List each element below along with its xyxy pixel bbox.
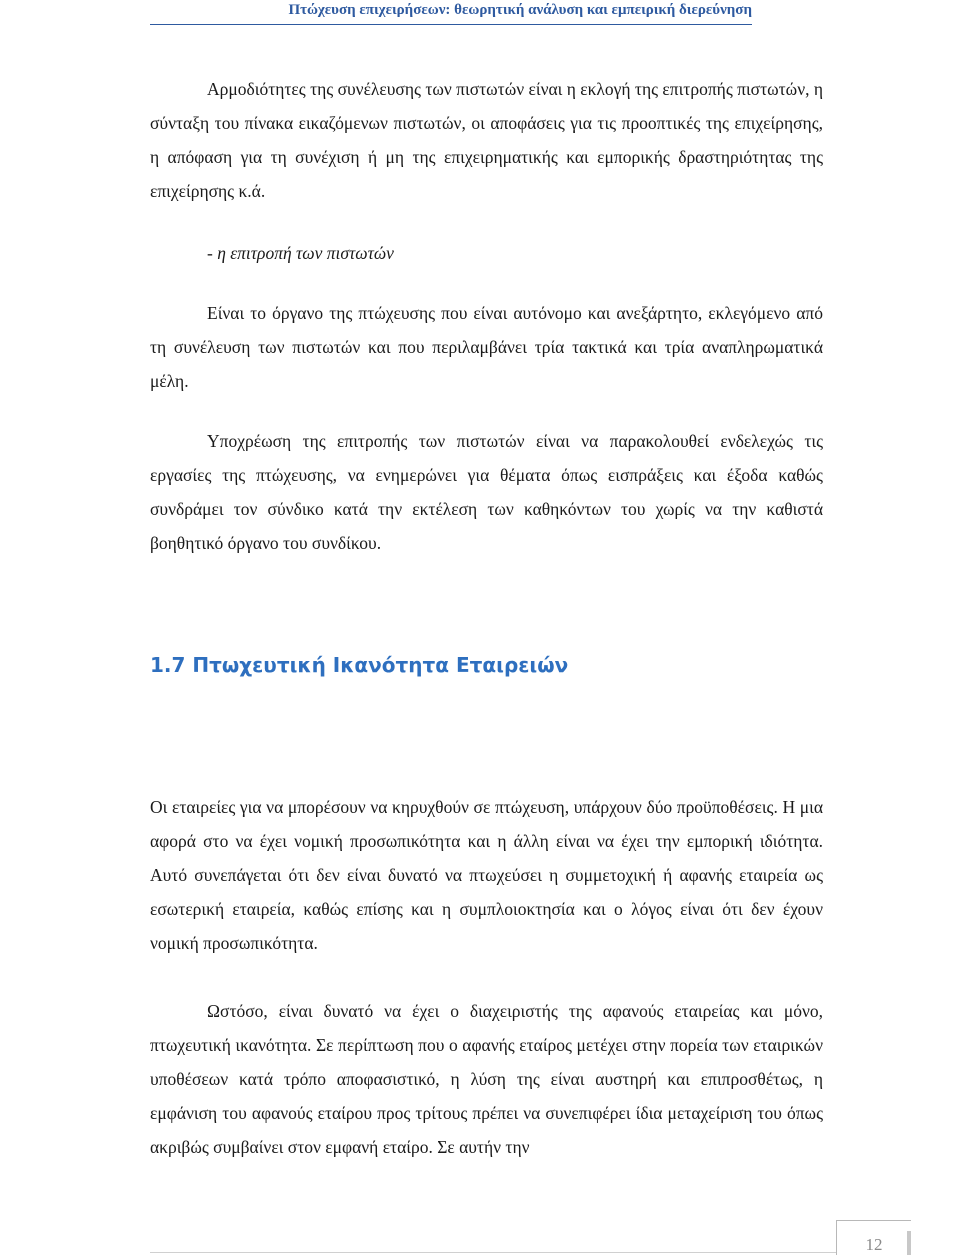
section-title: 1.7 Πτωχευτική Ικανότητα Εταιρειών — [150, 653, 569, 677]
subheading-creditors-committee: - η επιτροπή των πιστωτών — [207, 243, 394, 263]
page-number-box — [836, 1220, 911, 1255]
paragraph-creditors-assembly: Αρμοδιότητες της συνέλευσης των πιστωτών είναι η εκλογή της επιτροπής πιστωτών, η σύνταξη του πίνακα εικαζόμενων πιστωτών, οι αποφάσεις για τις προοπτικές της επιχείρησης, η απόφαση για τη συνέχιση ή μη της επιχειρηματικής και εμπορικής δραστηριότητας της επιχείρησης κ.ά. — [150, 79, 824, 201]
page-number-accent — [907, 1231, 911, 1255]
paragraph-silent-partnership: Ωστόσο, είναι δυνατό να έχει ο διαχειριστής της αφανούς εταιρείας και μόνο, πτωχευτική ικανότητα. Σε περίπτωση που ο αφανής εταίρος μετέχει στην πορεία των εταιρικών υποθέσεων κατά τρόπο αποφασιστικό, η λύση της είναι αυστηρή και επιπροσθέτως, η εμφάνιση του αφανούς εταίρου προς τρίτους πρέπει να συνεπιφέρει ίδια μεταχείριση του όπως ακριβώς συμβαίνει στον εμφανή εταίρο. Σε αυτήν την — [150, 1001, 823, 1157]
running-header-title: Πτώχευση επιχειρήσεων: θεωρητική ανάλυση και εμπειρική διερεύνηση — [288, 2, 752, 18]
page-body — [150, 72, 823, 1164]
paragraph-bankruptcy-capacity: Οι εταιρείες για να μπορέσουν να κηρυχθούν σε πτώχευση, υπάρχουν δύο προϋποθέσεις. Η μια αφορά στο να έχει νομική προσωπικότητα και η άλλη είναι να έχει την εμπορική ιδιότητα. Αυτό συνεπάγεται ότι δεν είναι δυνατό να πτωχεύσει η συμμετοχική ή αφανής εταιρεία ως εσωτερική εταιρεία, καθώς επίσης και η συμπλοιοκτησία και ο λόγος είναι ότι δεν έχουν νομική προσωπικότητα. — [150, 797, 823, 953]
paragraph-committee-definition: Είναι το όργανο της πτώχευσης που είναι αυτόνομο και ανεξάρτητο, εκλεγόμενο από τη συνέλευση των πιστωτών και που περιλαμβάνει τρία τακτικά και τρία αναπληρωματικά μέλη. — [150, 303, 823, 391]
paragraph-committee-duties: Υποχρέωση της επιτροπής των πιστωτών είναι να παρακολουθεί ενδελεχώς τις εργασίες της πτώχευσης, να ενημερώνει για θέματα όπως εισπράξεις και έξοδα καθώς συνδράμει τον σύνδικο κατά την εκτέλεση των καθηκόντων του χωρίς να την καθιστά βοηθητικό όργανο του συνδίκου. — [150, 431, 823, 553]
footer-divider — [150, 1252, 836, 1253]
header-divider — [150, 24, 752, 25]
page-number: 12 — [865, 1235, 883, 1254]
